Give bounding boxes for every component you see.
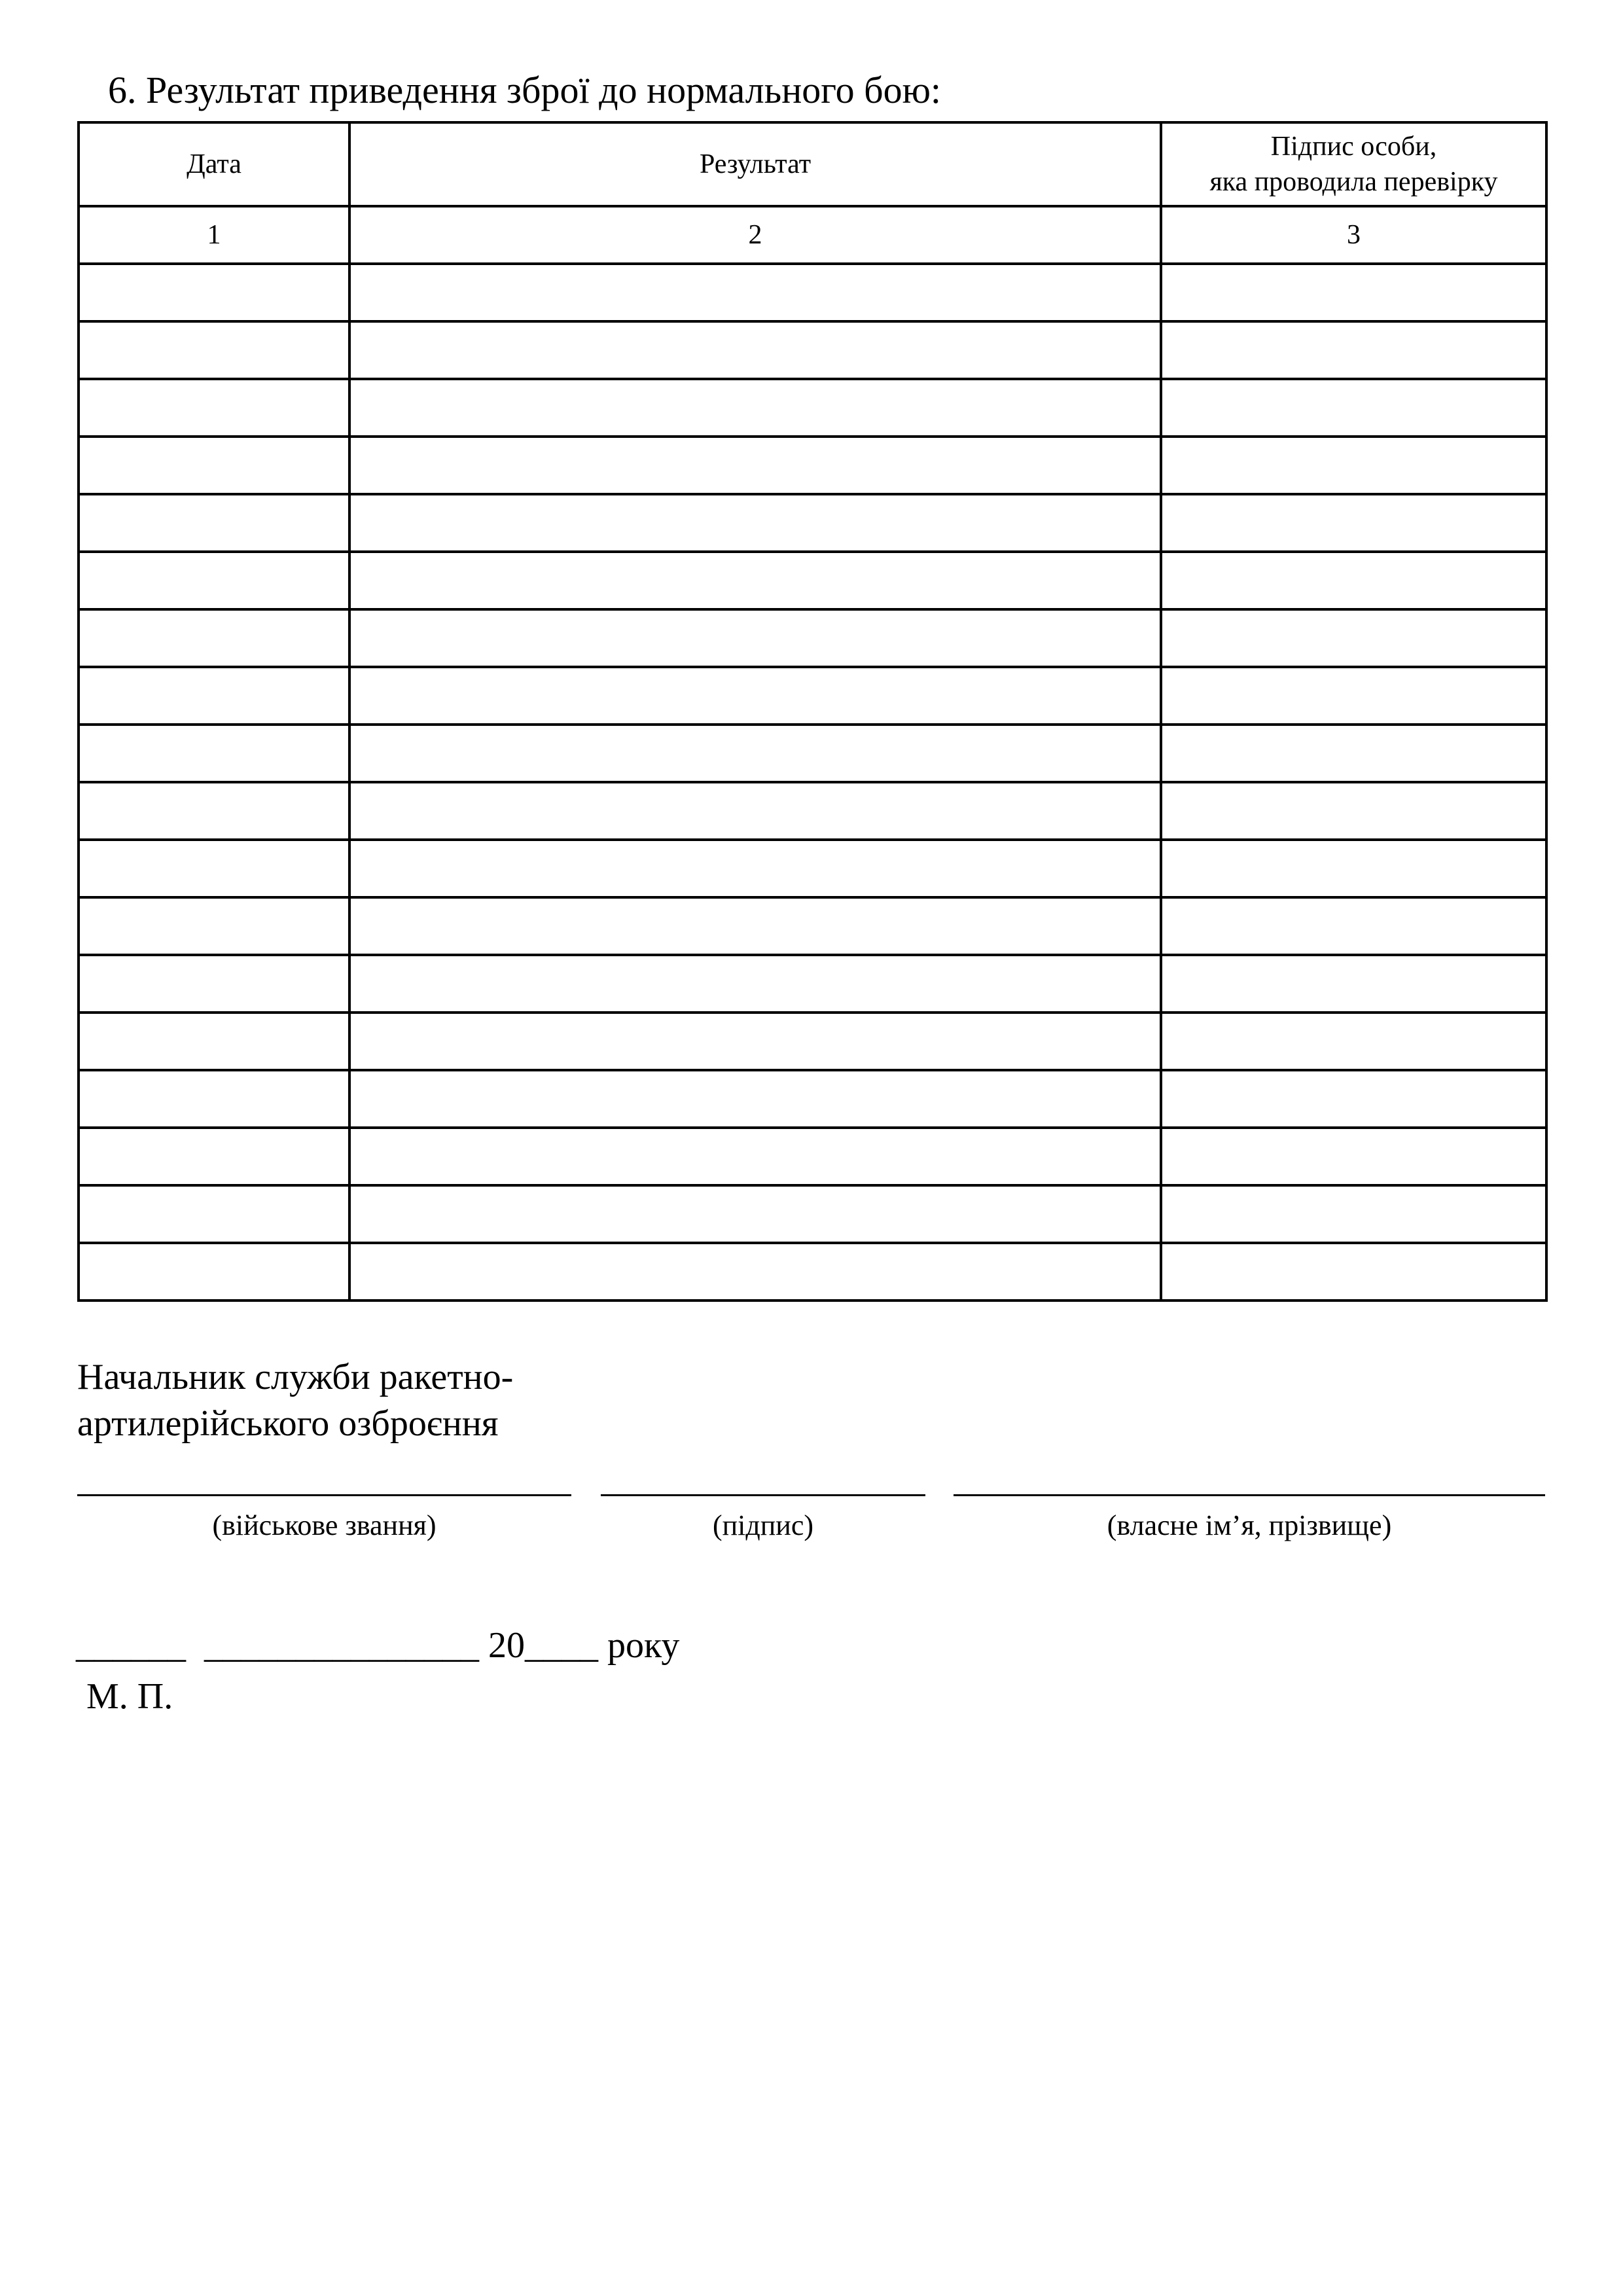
signature-cell[interactable] — [1161, 321, 1546, 379]
table-row — [79, 552, 1546, 609]
date-cell[interactable] — [79, 1128, 349, 1185]
zeroing-results-table — [77, 121, 1548, 1302]
date-cell[interactable] — [79, 321, 349, 379]
result-cell[interactable] — [349, 609, 1161, 667]
table-row — [79, 1070, 1546, 1128]
date-cell[interactable] — [79, 782, 349, 840]
signature-cell[interactable] — [1161, 264, 1546, 321]
signature-cell[interactable] — [1161, 725, 1546, 782]
header-result: Результат — [349, 122, 1161, 206]
name-field-line[interactable] — [954, 1494, 1545, 1496]
result-cell[interactable] — [349, 840, 1161, 897]
result-cell[interactable] — [349, 552, 1161, 609]
result-cell[interactable] — [349, 1128, 1161, 1185]
signature-cell[interactable] — [1161, 552, 1546, 609]
result-cell[interactable] — [349, 1013, 1161, 1070]
table-row — [79, 494, 1546, 552]
table-row — [79, 264, 1546, 321]
result-cell[interactable] — [349, 1070, 1161, 1128]
date-cell[interactable] — [79, 1185, 349, 1243]
signature-cell[interactable] — [1161, 1128, 1546, 1185]
date-cell[interactable] — [79, 955, 349, 1013]
result-cell[interactable] — [349, 1185, 1161, 1243]
table-row — [79, 609, 1546, 667]
table-row — [79, 782, 1546, 840]
table-row — [79, 1243, 1546, 1300]
header-date: Дата — [79, 122, 349, 206]
rank-field-line[interactable] — [77, 1494, 571, 1496]
date-cell[interactable] — [79, 379, 349, 437]
date-cell[interactable] — [79, 897, 349, 955]
date-cell[interactable] — [79, 609, 349, 667]
date-cell[interactable] — [79, 494, 349, 552]
result-cell[interactable] — [349, 667, 1161, 725]
date-cell[interactable] — [79, 1243, 349, 1300]
column-number: 1 — [79, 206, 349, 264]
result-cell[interactable] — [349, 897, 1161, 955]
rank-caption: (військове звання) — [212, 1509, 437, 1541]
signature-cell[interactable] — [1161, 379, 1546, 437]
date-cell[interactable] — [79, 667, 349, 725]
date-cell[interactable] — [79, 840, 349, 897]
signature-cell[interactable] — [1161, 840, 1546, 897]
table-row — [79, 840, 1546, 897]
signature-cell[interactable] — [1161, 1185, 1546, 1243]
table-row — [79, 897, 1546, 955]
table-row — [79, 1128, 1546, 1185]
result-cell[interactable] — [349, 1243, 1161, 1300]
date-cell[interactable] — [79, 1013, 349, 1070]
table-row — [79, 437, 1546, 494]
result-cell[interactable] — [349, 725, 1161, 782]
result-cell[interactable] — [349, 437, 1161, 494]
signature-cell[interactable] — [1161, 1013, 1546, 1070]
date-cell[interactable] — [79, 437, 349, 494]
signature-cell[interactable] — [1161, 955, 1546, 1013]
header-signature-line2: яка проводила перевірку — [1209, 167, 1498, 197]
result-cell[interactable] — [349, 782, 1161, 840]
result-cell[interactable] — [349, 955, 1161, 1013]
signature-cell[interactable] — [1161, 782, 1546, 840]
signature-cell[interactable] — [1161, 667, 1546, 725]
result-cell[interactable] — [349, 264, 1161, 321]
position-title-line1: Начальник служби ракетно- — [77, 1357, 514, 1397]
header-signature — [1161, 122, 1546, 206]
date-cell[interactable] — [79, 264, 349, 321]
signature-cell[interactable] — [1161, 494, 1546, 552]
stamp-place: М. П. — [86, 1676, 173, 1717]
signature-cell[interactable] — [1161, 897, 1546, 955]
table-row — [79, 1185, 1546, 1243]
table-header-row — [79, 122, 1546, 206]
result-cell[interactable] — [349, 379, 1161, 437]
table-row — [79, 379, 1546, 437]
result-cell[interactable] — [349, 321, 1161, 379]
date-line[interactable]: ______ _______________ 20____ року — [76, 1625, 680, 1666]
date-cell[interactable] — [79, 725, 349, 782]
header-signature-line1: Підпис особи, — [1270, 132, 1437, 162]
signature-cell[interactable] — [1161, 609, 1546, 667]
table-row — [79, 667, 1546, 725]
signature-caption: (підпис) — [712, 1509, 814, 1541]
result-cell[interactable] — [349, 494, 1161, 552]
table-row — [79, 955, 1546, 1013]
position-title-line2: артилерійського озброєння — [77, 1403, 499, 1444]
signature-cell[interactable] — [1161, 1070, 1546, 1128]
date-cell[interactable] — [79, 1070, 349, 1128]
signature-field-line[interactable] — [601, 1494, 925, 1496]
signature-cell[interactable] — [1161, 1243, 1546, 1300]
column-number: 3 — [1161, 206, 1546, 264]
table-row — [79, 1013, 1546, 1070]
signature-cell[interactable] — [1161, 437, 1546, 494]
name-caption: (власне ім’я, прізвище) — [1107, 1509, 1392, 1541]
section-title: 6. Результат приведення зброї до нормального бою: — [108, 69, 942, 111]
table-row — [79, 321, 1546, 379]
date-cell[interactable] — [79, 552, 349, 609]
column-number: 2 — [349, 206, 1161, 264]
column-number-row — [79, 206, 1546, 264]
table-row — [79, 725, 1546, 782]
